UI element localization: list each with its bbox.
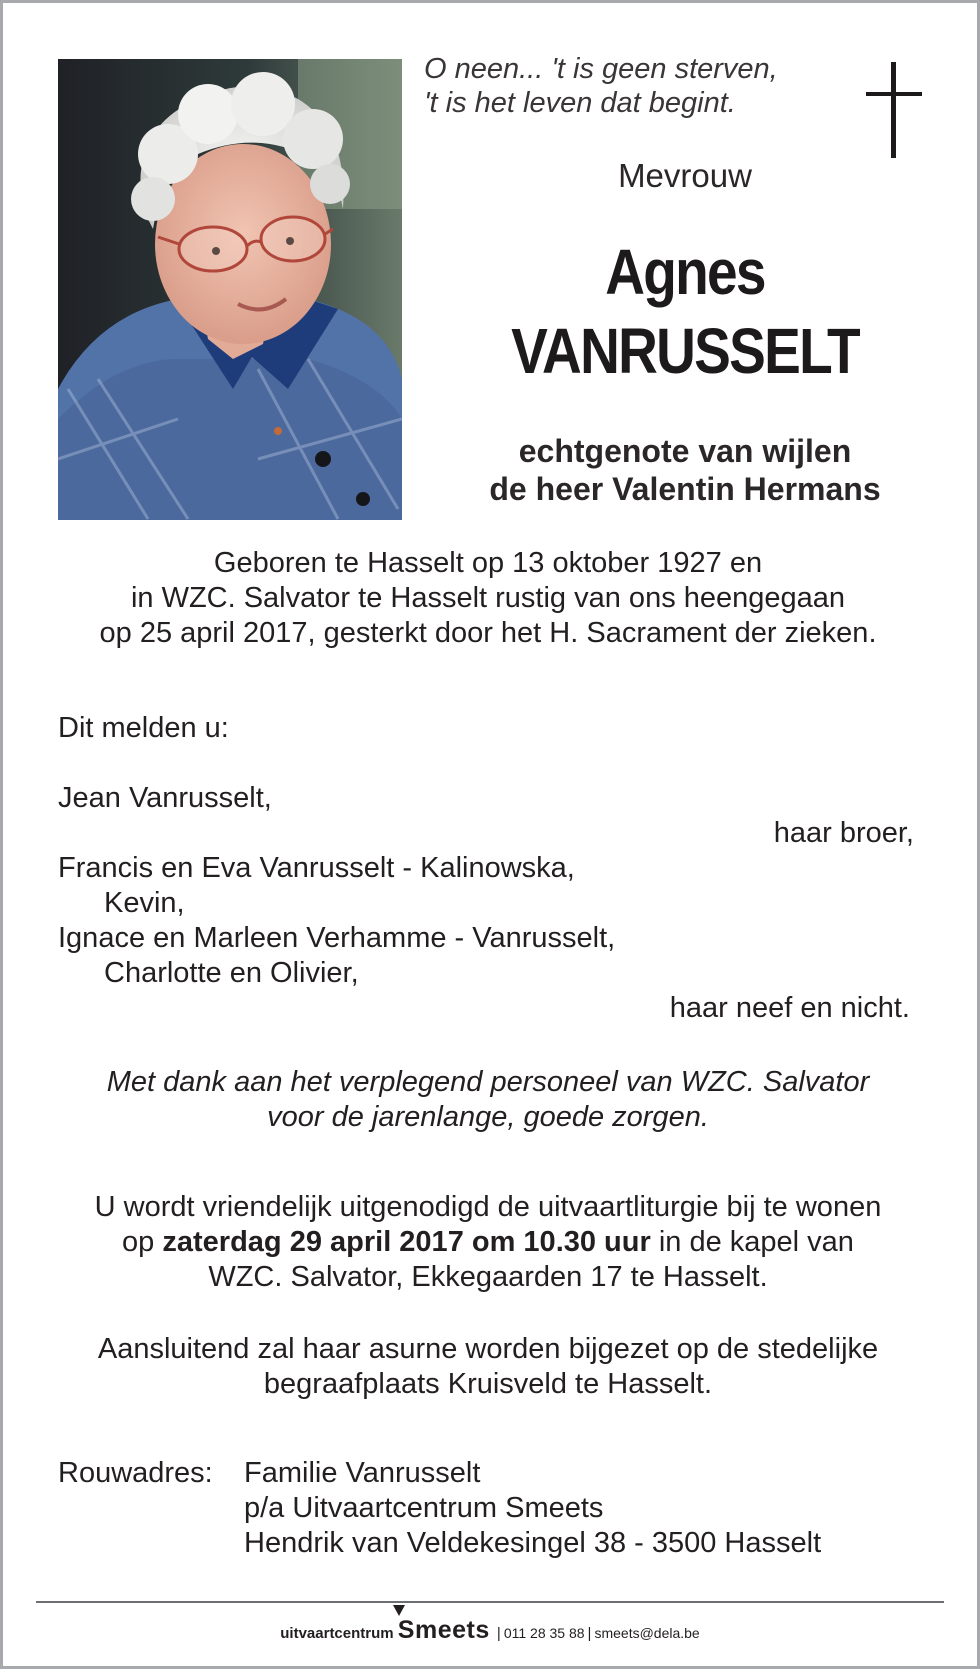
thanks-line-1: Met dank aan het verplegend personeel van WZC. Salvator	[106, 1066, 870, 1098]
birth-line-3: op 25 april 2017, gesterkt door het H. Sacrament der zieken.	[99, 617, 877, 649]
mourning-address	[58, 1456, 821, 1561]
burial-line-2: begraafplaats Kruisveld te Hasselt.	[263, 1368, 713, 1400]
thanks-line-2: voor de jarenlange, goede zorgen.	[267, 1101, 709, 1133]
birth-line-1: Geboren te Hasselt op 13 oktober 1927 en	[213, 547, 763, 579]
salutation: Mevrouw	[618, 157, 752, 194]
invite-line-2-pre: op	[122, 1226, 155, 1258]
cross-icon	[866, 62, 922, 163]
thanks-note	[30, 1065, 946, 1135]
spouse-line-1: echtgenote van wijlen	[518, 433, 852, 469]
announcement-intro: Dit melden u:	[58, 712, 229, 744]
footer-separator: |	[496, 1625, 501, 1642]
footer-separator: |	[587, 1625, 592, 1642]
portrait-photo	[58, 59, 402, 520]
burial-line-1: Aansluitend zal haar asurne worden bijgezet op de stedelijke	[97, 1333, 879, 1365]
invite-line-3: WZC. Salvator, Ekkegaarden 17 te Hasselt.	[208, 1261, 768, 1293]
deceased-first-name: Agnes	[605, 236, 765, 308]
invite-line-2-post: in de kapel van	[658, 1226, 854, 1258]
spouse-line-2: de heer Valentin Hermans	[489, 471, 881, 507]
relationship-line: haar broer,	[773, 817, 914, 849]
mourner-line: Ignace en Marleen Verhamme - Vanrusselt,	[58, 922, 616, 954]
address-line-3: Hendrik van Veldekesingel 38 - 3500 Hasselt	[244, 1527, 822, 1559]
footer-divider	[36, 1601, 944, 1603]
mourner-line: Jean Vanrusselt,	[58, 782, 272, 814]
burial-info	[30, 1332, 946, 1402]
relationship-line: haar neef en nicht.	[669, 992, 910, 1024]
address-label: Rouwadres:	[58, 1457, 213, 1489]
address-line-1: Familie Vanrusselt	[244, 1457, 481, 1489]
footer-email: smeets@dela.be	[594, 1625, 700, 1641]
birth-line-2: in WZC. Salvator te Hasselt rustig van ons heengegaan	[130, 582, 846, 614]
invite-line-2	[30, 1225, 946, 1260]
mourner-line: Kevin,	[104, 887, 185, 919]
footer-brand-prefix: uitvaartcentrum	[280, 1625, 394, 1642]
poem-line-1: O neen... 't is geen sterven,	[424, 53, 778, 85]
footer-phone: 011 28 35 88	[503, 1625, 585, 1641]
footer	[0, 1616, 980, 1645]
invite-line-1: U wordt vriendelijk uitgenodigd de uitvaartliturgie bij te wonen	[94, 1191, 882, 1223]
birth-death-details	[30, 546, 946, 651]
spouse-info	[420, 432, 950, 508]
triangle-marker-icon	[393, 1605, 405, 1616]
mourner-line: Charlotte en Olivier,	[104, 957, 359, 989]
funeral-invitation	[30, 1190, 946, 1295]
funeral-date-time: zaterdag 29 april 2017 om 10.30 uur	[162, 1226, 651, 1258]
poem-line-2: 't is het leven dat begint.	[424, 87, 736, 119]
deceased-last-name: VANRUSSELT	[511, 315, 859, 387]
mourner-line: Francis en Eva Vanrusselt - Kalinowska,	[58, 852, 575, 884]
memorial-poem	[424, 52, 844, 120]
address-line-2: p/a Uitvaartcentrum Smeets	[244, 1492, 604, 1524]
footer-brand-name: Smeets	[397, 1616, 490, 1644]
